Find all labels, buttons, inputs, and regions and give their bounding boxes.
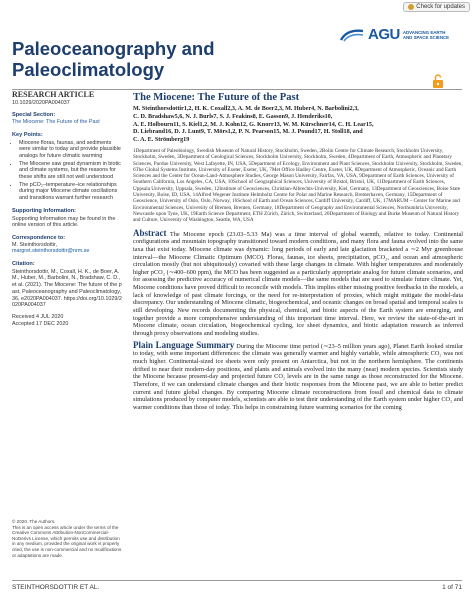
received-date: Received 4 JUL 2020 <box>12 313 64 320</box>
update-badge-icon <box>408 4 414 10</box>
key-points-heading: Key Points: <box>12 131 43 138</box>
license-text: This is an open access article under the terms of the Creative Commons Attribution-NonCommercial-NoDerivs License, which permits use and distribution in any medium, provided the original work is properly cited, the use is non-commercial and no modifications or adaptations are made. <box>12 524 122 558</box>
agu-globe-icon <box>339 28 365 42</box>
page-number: 1 of 71 <box>442 584 462 591</box>
abstract-body: The Miocene epoch (23.03–5.33 Ma) was a time interval of global warmth, relative to today. Continental configurations and mountain topography transitioned toward modern conditions, and many flora and fauna evolved into the same taxa that exist today. Miocene climate was dynamic: long periods of early and late glaciation bracketed a ∼2 Myr greenhouse interval—the Miocene Climatic Optimum (MCO). Floras, faunas, ice sheets, precipitation, pCO₂, and ocean and atmospheric circulation mostly (but not ubiquitously) covaried with these large changes in climate. With higher temperatures and moderately higher pCO₂ (∼400–600 ppm), the MCO has been suggested as a particularly appropriate analog for future climate scenarios, and for assessing the predictive accuracy of numerical climate models—the same models that are used to simulate future climate. Yet, Miocene conditions have proved difficult to reconcile with models. This implies either missing positive feedbacks in the models, a lack of knowledge of past climate forcings, or the need for re-interpretation of proxies, which might mitigate the model-data discrepancy. Our understanding of Miocene climatic, biogeochemical, and oceanic changes on broad spatial and temporal scales is still developing. New records documenting the physical, chemical, and biotic aspects of the Earth system are emerging, and together provide a more comprehensive understanding of this important time interval. Here, we review the state-of-the-art in Miocene climate, ocean circulation, biogeochemical cycling, ice sheet dynamics, and biotic adaptation research as inferred through proxy observations and modeling studies. <box>133 230 463 338</box>
copyright-notice <box>12 519 124 558</box>
author-line: A. E. Holbourn11, S. Kiel1,2, M. J. Kohn12, G. Knorr13, W. M. Kürschner14, C. H. Lear15, <box>133 121 374 128</box>
author-line: M. Steinthorsdottir1,2, H. K. Coxall2,3, A. M. de Boer2,3, M. Huber4, N. Barbolini2,3, <box>133 106 359 112</box>
journal-title: Paleoceanography and Paleoclimatology <box>12 38 215 80</box>
citation-heading: Citation: <box>12 261 35 268</box>
paper-title: The Miocene: The Future of the Past <box>133 92 300 103</box>
accepted-date: Accepted 17 DEC 2020 <box>12 320 69 327</box>
author-list <box>133 106 463 145</box>
author-line: D. Liebrand16, D. J. Lunt9, T. Mörs1,2, P. N. Pearson15, M. J. Pound17, H. Stoll18, and <box>133 129 363 136</box>
agu-logo <box>339 26 451 43</box>
agu-wordmark: AGU <box>368 26 400 43</box>
agu-tagline: ADVANCING EARTH AND SPACE SCIENCE <box>402 29 450 40</box>
article-type: RESEARCH ARTICLE <box>12 90 95 99</box>
footer-authors: STEINTHORSDOTTIR ET AL. <box>12 584 100 591</box>
key-point: • The pCO₂–temperature–ice relationships during major Miocene climate oscillations and transitions warrant further research <box>19 182 124 202</box>
article-doi[interactable]: 10.1029/2020PA004037 <box>12 99 70 106</box>
correspondence-name: M. Steinthorsdottir, <box>12 241 57 248</box>
abstract-section <box>133 227 463 338</box>
abstract-heading: Abstract <box>133 227 167 238</box>
key-points-list <box>12 140 124 202</box>
plain-language-summary-body: During the Miocene time period (∼23–5 million years ago), Planet Earth looked similar to today, with some important differences: the climate was generally warmer and highly variable, while atmospheric CO₂ was not much higher. Continental-sized ice sheets were only present on Antarctica, but not in the northern hemisphere. The continents drifted to near their modern-day positions, and plants and animals evolved into the many (near) modern species. Scientists study the Miocene because present-day and projected future CO₂ levels are in the same range as those reconstructed for the Miocene. Therefore, if we can understand climate changes and their biotic responses from the Miocene past, we are able to better predict current and future global changes. By comparing Miocene climate reconstructions from fossil and chemical data to climate simulations produced by computer models, scientists are able to test their understanding of the Earth system under higher CO₂ and warmer conditions than those of today. This helps in constraining future warming scenarios for the coming <box>133 342 463 411</box>
correspondence-email-link[interactable]: margret.steinthorsdottir@nrm.se <box>12 248 90 255</box>
affiliations: 1Department of Paleobiology, Swedish Museum of Natural History, Stockholm, Sweden, 2Bolin Centre for Climate Research, Stockholm University, Stockholm, Sweden, 3Department of Geological Sciences, Stockholm University, Stockholm, Sweden, 4Department of Earth, Atmospheric and Planetary Sciences, Purdue University, West Lafayette, IN, USA, 5Department of Ecology, Environment and Plant Sciences, Stockholm University, Stockholm, Sweden, 6The Global Systems Institute, University of Exeter, Exeter, UK, 7Met Office Hadley Centre, Exeter, UK, 8Department of Atmospheric, Oceanic and Earth Sciences and the Center for Ocean-Land-Atmosphere Studies, George Mason University, Fairfax, VA, USA, 9Department of Earth Sciences, University of Southern California, Los Angeles, CA, USA, 10School of Geographical Sciences, University of Bristol, Bristol, UK, 11Department of Earth Sciences, Uppsala University, Uppsala, Sweden, 12Institute of Geosciences, Christian-Albrechts-University, Kiel, Germany, 13Department of Geosciences, Boise State University, Boise, ID, USA, 14Alfred Wegener Institute Helmholtz Centre for Polar and Marine Research, Bremerhaven, Germany, 15Department of Geoscience, University of Oslo, Oslo, Norway, 16School of Earth and Ocean Sciences, Cardiff University, Cardiff, UK, 17MARUM – Center for Marine and Environmental Sciences, University of Bremen, Bremen, Germany, 18Department of Geography and Environmental Sciences, Northumbria University, Newcastle upon Tyne, UK, 19Earth Science Department, ETH Zürich, Zürich, Switzerland, 20Department of Biology and Burke Museum of Natural History and Culture, University of Washington, Seattle, WA, USA <box>133 147 463 224</box>
open-access-lock-icon <box>432 74 444 88</box>
author-line: C. A. E. Strömberg19 <box>133 137 190 144</box>
author-line: C. D. Bradshaw5,6, N. J. Burls7, S. J. Feakins8, E. Gasson9, J. Henderiks10, <box>133 113 333 120</box>
correspondence-heading: Correspondence to: <box>12 234 66 241</box>
page-footer <box>12 584 462 591</box>
key-point: • Miocene floras, faunas, and sediments were similar to today and provide plausible analogs for future climatic warming <box>19 140 124 160</box>
sidebar <box>12 92 124 327</box>
main-content <box>133 92 463 412</box>
key-point: • The Miocene saw great dynamism in biotic and climate systems, but the reasons for these shifts are still not well understood <box>19 161 124 181</box>
plain-language-summary-section <box>133 339 463 412</box>
special-section-link[interactable]: The Miocene: The Future of the Past <box>12 119 100 126</box>
special-section-heading: Special Section: <box>12 112 56 119</box>
check-for-updates-button[interactable] <box>403 2 470 12</box>
footer-divider <box>12 580 462 581</box>
plain-language-summary-heading: Plain Language Summary <box>133 339 235 350</box>
supporting-info-heading: Supporting Information: <box>12 207 77 214</box>
check-for-updates-label: Check for updates <box>416 4 465 10</box>
citation-text: Steinthorsdottir, M., Coxall, H. K., de Boer, A. M., Huber, M., Barbolini, N., Bradshaw, C. D., et al. (2021). The Miocene: The future of the past. Paleoceanography and Paleoclimatology, 36, e2020PA004037. https://doi.org/10.1029/2020PA004037 <box>12 268 122 309</box>
supporting-info-text: Supporting Information may be found in the online version of this article. <box>12 215 116 229</box>
copyright-line: © 2020. The Authors. <box>12 519 56 524</box>
